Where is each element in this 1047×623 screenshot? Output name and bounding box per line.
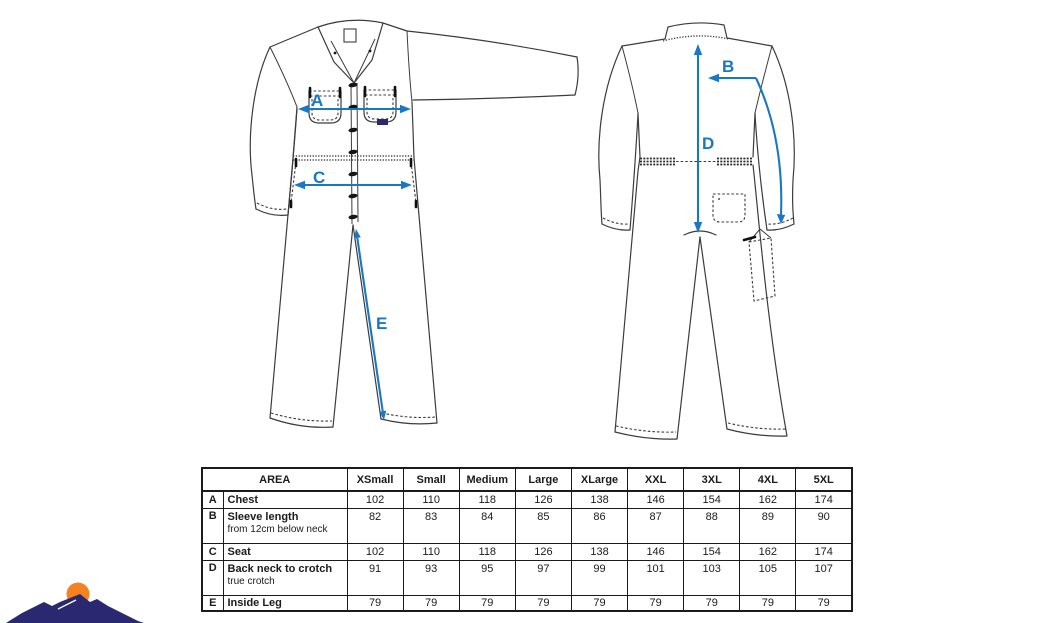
front-collar [318, 20, 383, 83]
size-column-header: 5XL [796, 468, 852, 491]
front-waistband [293, 156, 414, 160]
back-collar [663, 23, 729, 41]
back-waistband-elastic [640, 159, 753, 165]
size-value: 84 [459, 508, 515, 543]
area-name-text: Sleeve length [227, 510, 299, 523]
size-value: 110 [403, 491, 459, 508]
measure-arrow-inside-leg [354, 229, 387, 420]
hanger-loop [344, 29, 356, 42]
size-value: 88 [684, 508, 740, 543]
size-column-header: XSmall [347, 468, 403, 491]
row-letter: A [202, 491, 223, 508]
back-left-sleeve [599, 39, 665, 230]
mountain-icon [6, 594, 144, 623]
size-value: 79 [515, 595, 571, 611]
size-value: 105 [740, 560, 796, 595]
size-value: 79 [628, 595, 684, 611]
size-value: 79 [740, 595, 796, 611]
row-area-name [223, 595, 347, 611]
size-value: 174 [796, 543, 852, 560]
size-column-header: Medium [459, 468, 515, 491]
row-letter: C [202, 543, 223, 560]
size-value: 162 [740, 543, 796, 560]
area-name-subtext: from 12cm below neck [227, 523, 328, 535]
size-value: 118 [459, 491, 515, 508]
size-value: 102 [347, 543, 403, 560]
table-row-back-neck-to-crotch [202, 560, 852, 595]
label-d: D [702, 134, 715, 153]
size-column-header: XXL [628, 468, 684, 491]
size-value: 162 [740, 491, 796, 508]
area-name-text: Back neck to crotch [227, 562, 333, 575]
row-area-name [223, 543, 347, 560]
size-value: 126 [515, 491, 571, 508]
size-column-header: 4XL [740, 468, 796, 491]
size-value: 90 [796, 508, 852, 543]
size-value: 93 [403, 560, 459, 595]
area-name-subtext: true crotch [227, 575, 275, 587]
size-value: 79 [571, 595, 627, 611]
size-value: 79 [459, 595, 515, 611]
table-row-seat [202, 543, 852, 560]
area-name-text: Inside Leg [227, 596, 282, 609]
label-c: C [313, 168, 326, 187]
row-area-name [223, 508, 347, 543]
size-value: 146 [628, 491, 684, 508]
size-value: 87 [628, 508, 684, 543]
size-value: 138 [571, 543, 627, 560]
coverall-front-diagram [243, 3, 593, 443]
size-column-header: Large [515, 468, 571, 491]
size-value: 89 [740, 508, 796, 543]
size-value: 107 [796, 560, 852, 595]
front-studs [348, 82, 358, 220]
size-chart-table [201, 467, 853, 612]
front-left-sleeve [250, 27, 318, 215]
size-value: 95 [459, 560, 515, 595]
size-value: 79 [403, 595, 459, 611]
measure-arrow-back-neck [694, 44, 714, 233]
size-value: 86 [571, 508, 627, 543]
table-row-inside-leg [202, 595, 852, 611]
size-value: 97 [515, 560, 571, 595]
size-value: 146 [628, 543, 684, 560]
size-value: 79 [347, 595, 403, 611]
size-value: 154 [684, 543, 740, 560]
size-value: 83 [403, 508, 459, 543]
size-value: 118 [459, 543, 515, 560]
size-value: 102 [347, 491, 403, 508]
mountain-sun-logo [0, 578, 160, 623]
size-table-header-row [202, 468, 852, 491]
area-name-text: Chest [227, 493, 259, 506]
size-value: 174 [796, 491, 852, 508]
coverall-back-diagram [588, 8, 803, 443]
size-value: 126 [515, 543, 571, 560]
size-column-header: Small [403, 468, 459, 491]
table-row-sleeve-length [202, 508, 852, 543]
label-e: E [376, 314, 388, 333]
area-name-text: Seat [227, 545, 251, 558]
row-letter: B [202, 508, 223, 543]
row-area-name [223, 560, 347, 595]
size-value: 99 [571, 560, 627, 595]
size-value: 101 [628, 560, 684, 595]
label-b: B [722, 57, 735, 76]
size-value: 154 [684, 491, 740, 508]
size-value: 85 [515, 508, 571, 543]
back-pocket [713, 194, 745, 222]
area-column-header: AREA [202, 468, 347, 491]
row-letter: E [202, 595, 223, 611]
back-body [615, 113, 787, 439]
size-value: 79 [796, 595, 852, 611]
table-row-chest [202, 491, 852, 508]
brand-label-patch [377, 119, 388, 125]
front-body [270, 82, 437, 427]
row-area-name [223, 491, 347, 508]
size-column-header: XLarge [571, 468, 627, 491]
back-right-sleeve [727, 38, 794, 230]
size-value: 82 [347, 508, 403, 543]
size-value: 79 [684, 595, 740, 611]
row-letter: D [202, 560, 223, 595]
size-value: 91 [347, 560, 403, 595]
size-value: 103 [684, 560, 740, 595]
label-a: A [311, 91, 324, 110]
size-value: 138 [571, 491, 627, 508]
measure-arrow-seat [294, 168, 412, 189]
size-value: 110 [403, 543, 459, 560]
tool-pocket [744, 229, 775, 301]
front-right-sleeve [383, 23, 578, 102]
size-column-header: 3XL [684, 468, 740, 491]
